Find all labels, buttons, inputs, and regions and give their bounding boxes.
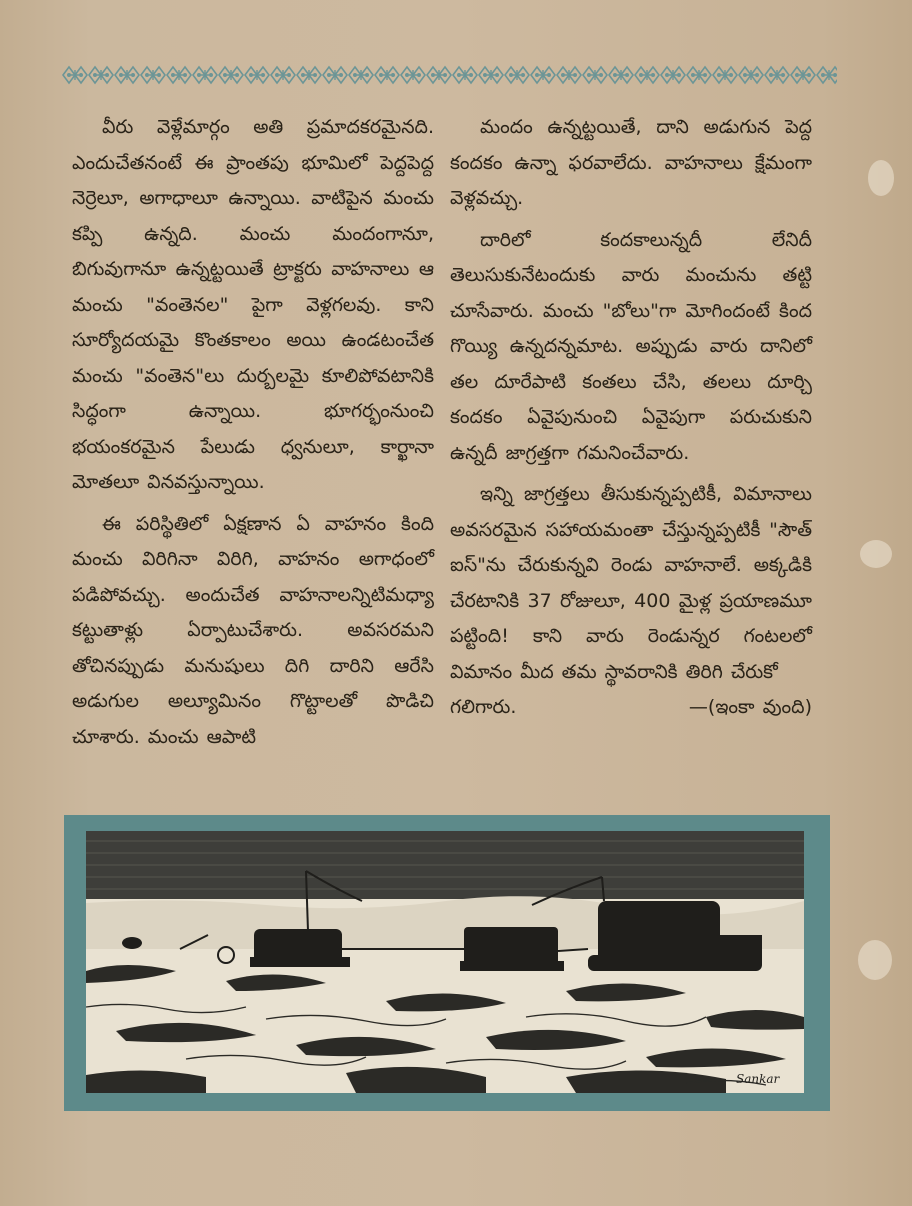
- paragraph: వీరు వెళ్లేమార్గం అతి ప్రమాదకరమైనది. ఎందుచేతనంటే ఈ ప్రాంతపు భూమిలో పెద్దపెద్ద నెర్రెలూ, అగాధాలూ ఉన్నాయి. వాటిపైన మంచు కప్పి ఉన్నది. మంచు మందంగానూ, బిగువుగానూ ఉన్నట్టయితే ట్రాక్టరు వాహనాలు ఆ మంచు "వంతెనల" పైగా వెళ్లగలవు. కాని సూర్యోదయమై కొంతకాలం అయి ఉండటంచేత మంచు "వంతెన"లు దుర్బలమై కూలిపోవటానికి సిద్ధంగా ఉన్నాయి. భూగర్భంనుంచి భయంకరమైన పేలుడు ధ్వనులూ, కార్ఖానా మోతలూ వినవస్తున్నాయి.: [72, 116, 434, 493]
- closing-line: [450, 690, 812, 726]
- paragraph: ఇన్ని జాగ్రత్తలు తీసుకున్నప్పటికీ, విమానాలు అవసరమైన సహాయమంతా చేస్తున్నప్పటికీ "సౌత్ ఐస్"ను చేరుకున్నవి రెండు వాహనాలే. అక్కడికి చేరటానికి 37 రోజులూ, 400 మైళ్ల ప్రయాణమూ పట్టింది! కాని వారు రెండున్నర గంటలలో విమానం మీద తమ స్థావరానికి తిరిగి చేరుకో: [450, 483, 812, 683]
- artist-signature: Sankar: [736, 1072, 780, 1086]
- border-pattern-icon: [62, 64, 837, 86]
- article-right-column: [450, 110, 812, 726]
- closing-fragment: గలిగారు.: [450, 696, 517, 718]
- paper-smudge: [868, 160, 894, 196]
- paragraph: దారిలో కందకాలున్నదీ లేనిదీ తెలుసుకునేటందుకు వారు మంచును తట్టి చూసేవారు. మంచు "బోలు"గా మోగిందంటే కింద గొయ్యి ఉన్నదన్నమాట. అప్పుడు వారు దానిలో తల దూరేపాటి కంతలు చేసి, తలలు దూర్చి కందకం ఏవైపునుంచి ఏవైపుగా పరుచుకుని ఉన్నదీ జాగ్రత్తగా గమనించేవారు.: [450, 228, 812, 464]
- paper-smudge: [858, 940, 892, 980]
- article-left-column: [72, 110, 434, 755]
- decorative-border: [62, 64, 837, 86]
- snow-tractor-illustration: [86, 831, 804, 1093]
- paragraph: ఈ పరిస్థితిలో ఏక్షణాన ఏ వాహనం కింది మంచు విరిగినా విరిగి, వాహనం అగాధంలో పడిపోవచ్చు. అందుచేత వాహనాలన్నిటిమధ్యా కట్టుతాళ్లు ఏర్పాటుచేశారు. అవసరమని తోచినప్పుడు మనుషులు దిగి దారిని ఆరేసి అడుగుల అల్యూమినం గొట్టాలతో పొడిచి చూశారు. మంచు ఆపాటి: [72, 512, 434, 748]
- paper-smudge: [860, 540, 892, 568]
- paragraph: మందం ఉన్నట్టయితే, దాని అడుగున పెద్ద కందకం ఉన్నా ఫరవాలేదు. వాహనాలు క్షేమంగా వెళ్లవచ్చు.: [450, 116, 812, 209]
- continued-note: —(ఇంకా వుంది): [688, 696, 812, 718]
- illustration-frame: [64, 815, 830, 1111]
